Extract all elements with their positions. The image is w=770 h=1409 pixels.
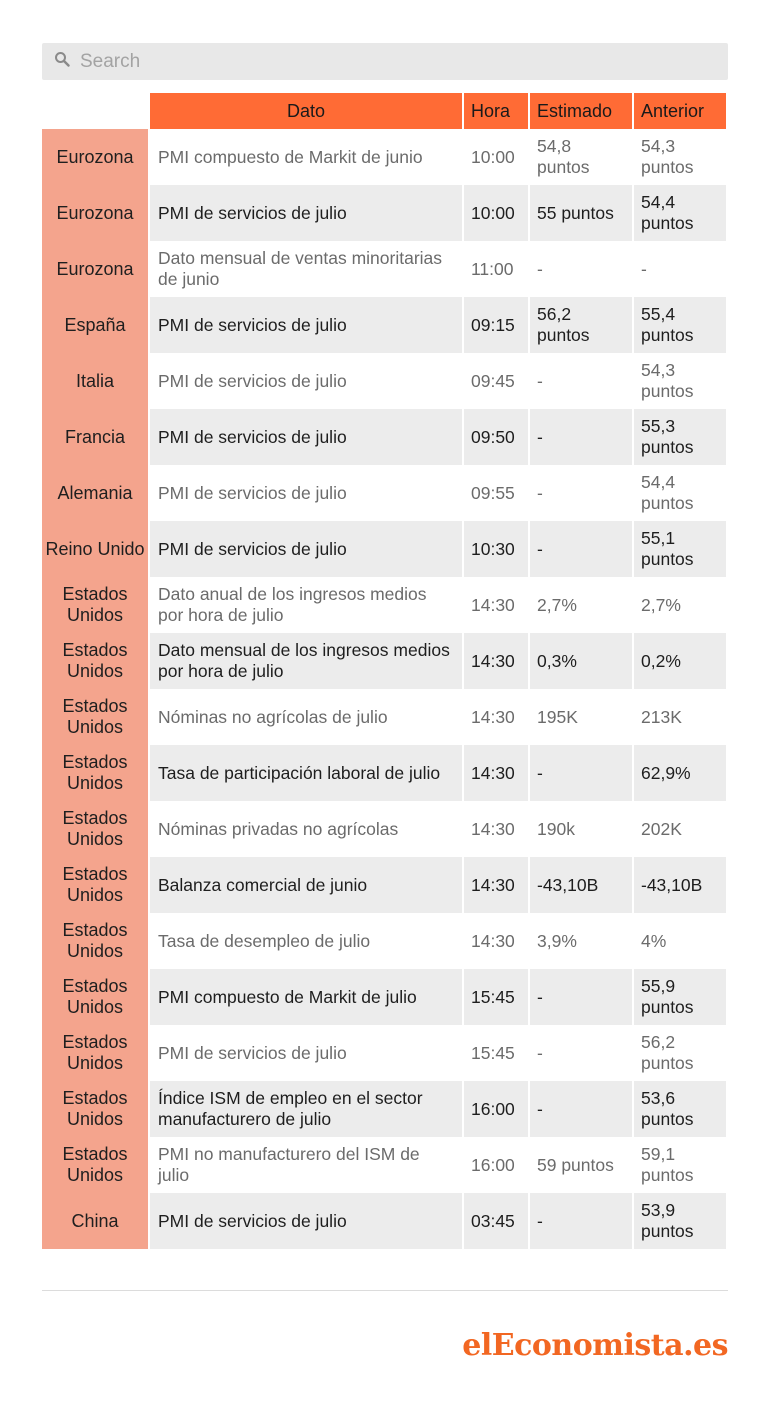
row-country: Estados Unidos xyxy=(42,689,148,745)
economic-calendar-table xyxy=(42,93,728,1249)
row-estimado: -43,10B xyxy=(528,857,632,913)
row-hora: 09:45 xyxy=(462,353,528,409)
row-dato: PMI de servicios de julio xyxy=(148,297,462,353)
row-estimado: - xyxy=(528,1081,632,1137)
row-anterior: 54,3 puntos xyxy=(632,353,726,409)
row-anterior: 54,4 puntos xyxy=(632,185,726,241)
footer-divider xyxy=(42,1290,728,1291)
row-hora: 09:55 xyxy=(462,465,528,521)
row-hora: 14:30 xyxy=(462,577,528,633)
row-hora: 10:30 xyxy=(462,521,528,577)
row-dato: PMI de servicios de julio xyxy=(148,1025,462,1081)
row-country: Eurozona xyxy=(42,129,148,185)
table-row xyxy=(42,633,728,689)
table-row xyxy=(42,409,728,465)
search-input[interactable] xyxy=(78,50,682,74)
row-country: China xyxy=(42,1193,148,1249)
row-estimado: 0,3% xyxy=(528,633,632,689)
row-hora: 14:30 xyxy=(462,633,528,689)
row-hora: 14:30 xyxy=(462,801,528,857)
row-dato: Nóminas no agrícolas de julio xyxy=(148,689,462,745)
row-country: Italia xyxy=(42,353,148,409)
row-country: Estados Unidos xyxy=(42,801,148,857)
row-dato: PMI compuesto de Markit de junio xyxy=(148,129,462,185)
table-row xyxy=(42,129,728,185)
row-anterior: 213K xyxy=(632,689,726,745)
row-country: Estados Unidos xyxy=(42,1025,148,1081)
row-country: Eurozona xyxy=(42,241,148,297)
row-anterior: 4% xyxy=(632,913,726,969)
row-dato: PMI no manufacturero del ISM de julio xyxy=(148,1137,462,1193)
row-estimado: - xyxy=(528,465,632,521)
row-dato: PMI de servicios de julio xyxy=(148,465,462,521)
row-estimado: 54,8 puntos xyxy=(528,129,632,185)
table-row xyxy=(42,857,728,913)
row-anterior: 55,4 puntos xyxy=(632,297,726,353)
row-dato: Balanza comercial de junio xyxy=(148,857,462,913)
table-row xyxy=(42,185,728,241)
row-hora: 14:30 xyxy=(462,857,528,913)
row-country: Alemania xyxy=(42,465,148,521)
row-anterior: 53,6 puntos xyxy=(632,1081,726,1137)
row-country: Estados Unidos xyxy=(42,1137,148,1193)
row-dato: Dato anual de los ingresos medios por hora de julio xyxy=(148,577,462,633)
row-anterior: 202K xyxy=(632,801,726,857)
row-dato: PMI de servicios de julio xyxy=(148,185,462,241)
row-dato: Nóminas privadas no agrícolas xyxy=(148,801,462,857)
header-estimado: Estimado xyxy=(528,93,632,129)
row-dato: Tasa de participación laboral de julio xyxy=(148,745,462,801)
row-hora: 03:45 xyxy=(462,1193,528,1249)
row-anterior: 55,3 puntos xyxy=(632,409,726,465)
row-dato: PMI compuesto de Markit de julio xyxy=(148,969,462,1025)
row-estimado: 56,2 puntos xyxy=(528,297,632,353)
row-anterior: 56,2 puntos xyxy=(632,1025,726,1081)
table-row xyxy=(42,353,728,409)
row-estimado: - xyxy=(528,241,632,297)
row-anterior: 0,2% xyxy=(632,633,726,689)
row-anterior: 59,1 puntos xyxy=(632,1137,726,1193)
row-country: Estados Unidos xyxy=(42,913,148,969)
row-estimado: 59 puntos xyxy=(528,1137,632,1193)
table-header xyxy=(42,93,728,129)
row-anterior: - xyxy=(632,241,726,297)
row-hora: 14:30 xyxy=(462,689,528,745)
row-dato: PMI de servicios de julio xyxy=(148,409,462,465)
row-country: Reino Unido xyxy=(42,521,148,577)
row-country: Estados Unidos xyxy=(42,857,148,913)
row-estimado: - xyxy=(528,353,632,409)
table-row xyxy=(42,1025,728,1081)
table-row xyxy=(42,801,728,857)
row-estimado: 3,9% xyxy=(528,913,632,969)
row-anterior: 54,4 puntos xyxy=(632,465,726,521)
table-row xyxy=(42,465,728,521)
row-anterior: 55,1 puntos xyxy=(632,521,726,577)
table-row xyxy=(42,521,728,577)
row-estimado: - xyxy=(528,969,632,1025)
row-dato: Dato mensual de ventas minoritarias de junio xyxy=(148,241,462,297)
table-row xyxy=(42,241,728,297)
row-anterior: -43,10B xyxy=(632,857,726,913)
row-country: España xyxy=(42,297,148,353)
row-hora: 15:45 xyxy=(462,1025,528,1081)
row-hora: 10:00 xyxy=(462,185,528,241)
row-country: Estados Unidos xyxy=(42,1081,148,1137)
header-spacer xyxy=(42,93,148,129)
row-hora: 09:15 xyxy=(462,297,528,353)
row-estimado: - xyxy=(528,521,632,577)
row-hora: 15:45 xyxy=(462,969,528,1025)
row-country: Eurozona xyxy=(42,185,148,241)
row-dato: Tasa de desempleo de julio xyxy=(148,913,462,969)
row-hora: 16:00 xyxy=(462,1137,528,1193)
row-hora: 09:50 xyxy=(462,409,528,465)
row-estimado: 2,7% xyxy=(528,577,632,633)
table-row xyxy=(42,1137,728,1193)
row-anterior: 54,3 puntos xyxy=(632,129,726,185)
row-dato: PMI de servicios de julio xyxy=(148,1193,462,1249)
row-hora: 10:00 xyxy=(462,129,528,185)
row-dato: PMI de servicios de julio xyxy=(148,353,462,409)
row-dato: PMI de servicios de julio xyxy=(148,521,462,577)
table-row xyxy=(42,577,728,633)
row-hora: 16:00 xyxy=(462,1081,528,1137)
row-anterior: 55,9 puntos xyxy=(632,969,726,1025)
row-estimado: - xyxy=(528,1025,632,1081)
eleconomista-logo[interactable]: elEconomista.es xyxy=(462,1328,728,1363)
row-estimado: - xyxy=(528,1193,632,1249)
row-estimado: 55 puntos xyxy=(528,185,632,241)
header-hora: Hora xyxy=(462,93,528,129)
table-row xyxy=(42,745,728,801)
table-row xyxy=(42,1193,728,1249)
table-row xyxy=(42,1081,728,1137)
row-anterior: 53,9 puntos xyxy=(632,1193,726,1249)
row-estimado: 195K xyxy=(528,689,632,745)
row-anterior: 62,9% xyxy=(632,745,726,801)
row-estimado: - xyxy=(528,409,632,465)
row-country: Estados Unidos xyxy=(42,577,148,633)
row-estimado: - xyxy=(528,745,632,801)
row-country: Estados Unidos xyxy=(42,969,148,1025)
row-country: Francia xyxy=(42,409,148,465)
header-anterior: Anterior xyxy=(632,93,726,129)
row-hora: 11:00 xyxy=(462,241,528,297)
row-estimado: 190k xyxy=(528,801,632,857)
search-icon xyxy=(54,51,70,72)
search-bar[interactable] xyxy=(42,43,728,80)
row-dato: Dato mensual de los ingresos medios por hora de julio xyxy=(148,633,462,689)
table-row xyxy=(42,689,728,745)
row-country: Estados Unidos xyxy=(42,633,148,689)
row-dato: Índice ISM de empleo en el sector manufacturero de julio xyxy=(148,1081,462,1137)
table-row xyxy=(42,297,728,353)
header-dato: Dato xyxy=(148,93,462,129)
row-anterior: 2,7% xyxy=(632,577,726,633)
row-hora: 14:30 xyxy=(462,913,528,969)
table-body xyxy=(42,129,728,1249)
row-hora: 14:30 xyxy=(462,745,528,801)
table-row xyxy=(42,969,728,1025)
row-country: Estados Unidos xyxy=(42,745,148,801)
table-row xyxy=(42,913,728,969)
